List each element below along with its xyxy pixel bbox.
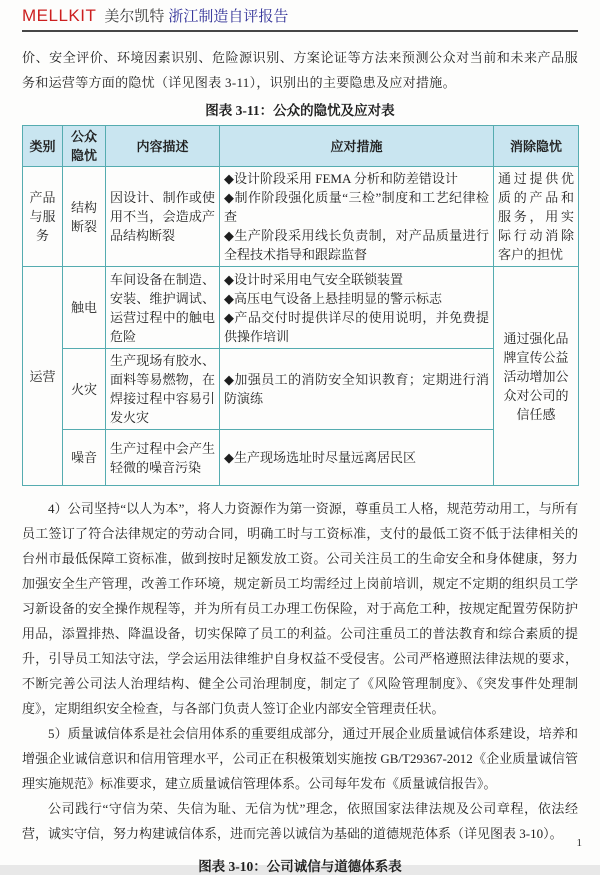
cell-concern: 结构断裂 xyxy=(63,167,106,267)
cell-elimination: 通过强化品牌宣传公益活动增加公众对公司的信任感 xyxy=(494,267,579,486)
page-number: 1 xyxy=(576,837,582,849)
cell-measures xyxy=(220,167,494,267)
measure-item: ◆生产阶段采用线长负责制，对产品质量进行全程技术指导和跟踪监督 xyxy=(224,228,489,262)
measure-item: ◆高压电气设备上悬挂明显的警示标志 xyxy=(224,290,442,306)
table-header-row xyxy=(23,126,579,167)
body-paragraph-4: 4）公司坚持“以人为本”，将人力资源作为第一资源，尊重员工人格，规范劳动用工，与所有员工签订了符合法律规定的劳动合同，明确工时与工资标准，支付的最低工资不低于法律相关的台州市最低保障工资标准，做到按时足额发放工资。公司关注员工的生命安全和身体健康，努力加强安全生产管理，改善工作环境，规定新员工均需经过上岗前培训，规定不定期的组织员工学习新设备的安全操作规程等，并为所有员工办理工伤保险，对于高危工种，按规定配置劳保防护用品，添置排热、降温设备，切实保障了员工的利益。公司注重员工的普法教育和综合素质的提升，引导员工知法守法，学会运用法律维护自身权益不受侵害。公司严格遵照法律法规的要求，不断完善公司法人治理结构、健全公司治理制度，制定了《风险管理制度》、《突发事件处理制度》，定期组织安全检查，与各部门负责人签订企业内部安全管理责任状。 xyxy=(22,501,578,716)
table-3-10-caption: 图表 3-10：公司诚信与道德体系表 xyxy=(198,859,402,874)
cell-description: 生产现场有胶水、面料等易燃物，在焊接过程中容易引发火灾 xyxy=(106,349,220,430)
document-title: 浙江制造自评报告 xyxy=(168,9,289,25)
brand-name-cn: 美尔凯特 xyxy=(104,9,165,25)
cell-elimination: 通过提供优质的产品和服务，用实际行动消除客户的担忧 xyxy=(494,167,579,267)
body-paragraph-ethics: 公司践行“守信为荣、失信为耻、无信为忧”理念，依照国家法律法规及公司章程，依法经营，诚实守信，努力构建诚信体系，进而完善以诚信为基础的道德规范体系（详见图表 3-10）。 xyxy=(22,801,578,841)
intro-paragraph: 价、安全评价、环境因素识别、危险源识别、方案论证等方法来预测公众对当前和未来产品服务和运营等方面的隐忧（详见图表 3-11），识别出的主要隐患及应对措施。 xyxy=(22,50,578,90)
column-header-measures: 应对措施 xyxy=(220,126,494,167)
column-header-description: 内容描述 xyxy=(106,126,220,167)
column-header-elimination: 消除隐忧 xyxy=(494,126,579,167)
measure-item: ◆产品交付时提供详尽的使用说明，并免费提供操作培训 xyxy=(224,309,489,344)
cell-concern: 噪音 xyxy=(63,430,106,486)
cell-category: 运营 xyxy=(23,267,63,486)
table-row xyxy=(23,167,579,267)
measure-item: ◆加强员工的消防安全知识教育；定期进行消防演练 xyxy=(224,372,489,406)
measure-item: ◆设计阶段采用 FEMA 分析和防差错设计 xyxy=(224,171,458,186)
measure-item: ◆制作阶段强化质量“三检”制度和工艺纪律检查 xyxy=(224,190,489,224)
column-header-concern: 公众隐忧 xyxy=(63,126,106,167)
measure-item: ◆设计时采用电气安全联锁装置 xyxy=(224,271,403,287)
cell-measures xyxy=(220,267,494,349)
measure-item: ◆生产现场选址时尽量远离居民区 xyxy=(224,450,416,465)
column-header-category: 类别 xyxy=(23,126,63,167)
cell-category: 产品与服务 xyxy=(23,167,63,267)
cell-description: 因设计、制作或使用不当，会造成产品结构断裂 xyxy=(106,167,220,267)
table-row xyxy=(23,267,579,349)
brand-logo-text: MELLKIT xyxy=(22,6,97,25)
cell-concern: 触电 xyxy=(63,267,106,349)
cell-measures xyxy=(220,430,494,486)
report-header xyxy=(22,6,578,32)
cell-description: 生产过程中会产生轻微的噪音污染 xyxy=(106,430,220,486)
cell-description: 车间设备在制造、安装、维护调试、运营过程中的触电危险 xyxy=(106,267,220,349)
table-3-11-caption: 图表 3-11：公众的隐忧及应对表 xyxy=(205,103,395,118)
body-paragraph-5: 5）质量诚信体系是社会信用体系的重要组成部分，通过开展企业质量诚信体系建设，培养和增强企业诚信意识和信用管理水平，公司正在积极策划实施按 GB/T29367-2012《企业质量诚信管理实施规范》标准要求，建立质量诚信管理体系。公司每年发布《质量诚信报告》。 xyxy=(22,726,578,791)
cell-measures xyxy=(220,349,494,430)
cell-concern: 火灾 xyxy=(63,349,106,430)
public-concerns-table xyxy=(22,125,579,486)
